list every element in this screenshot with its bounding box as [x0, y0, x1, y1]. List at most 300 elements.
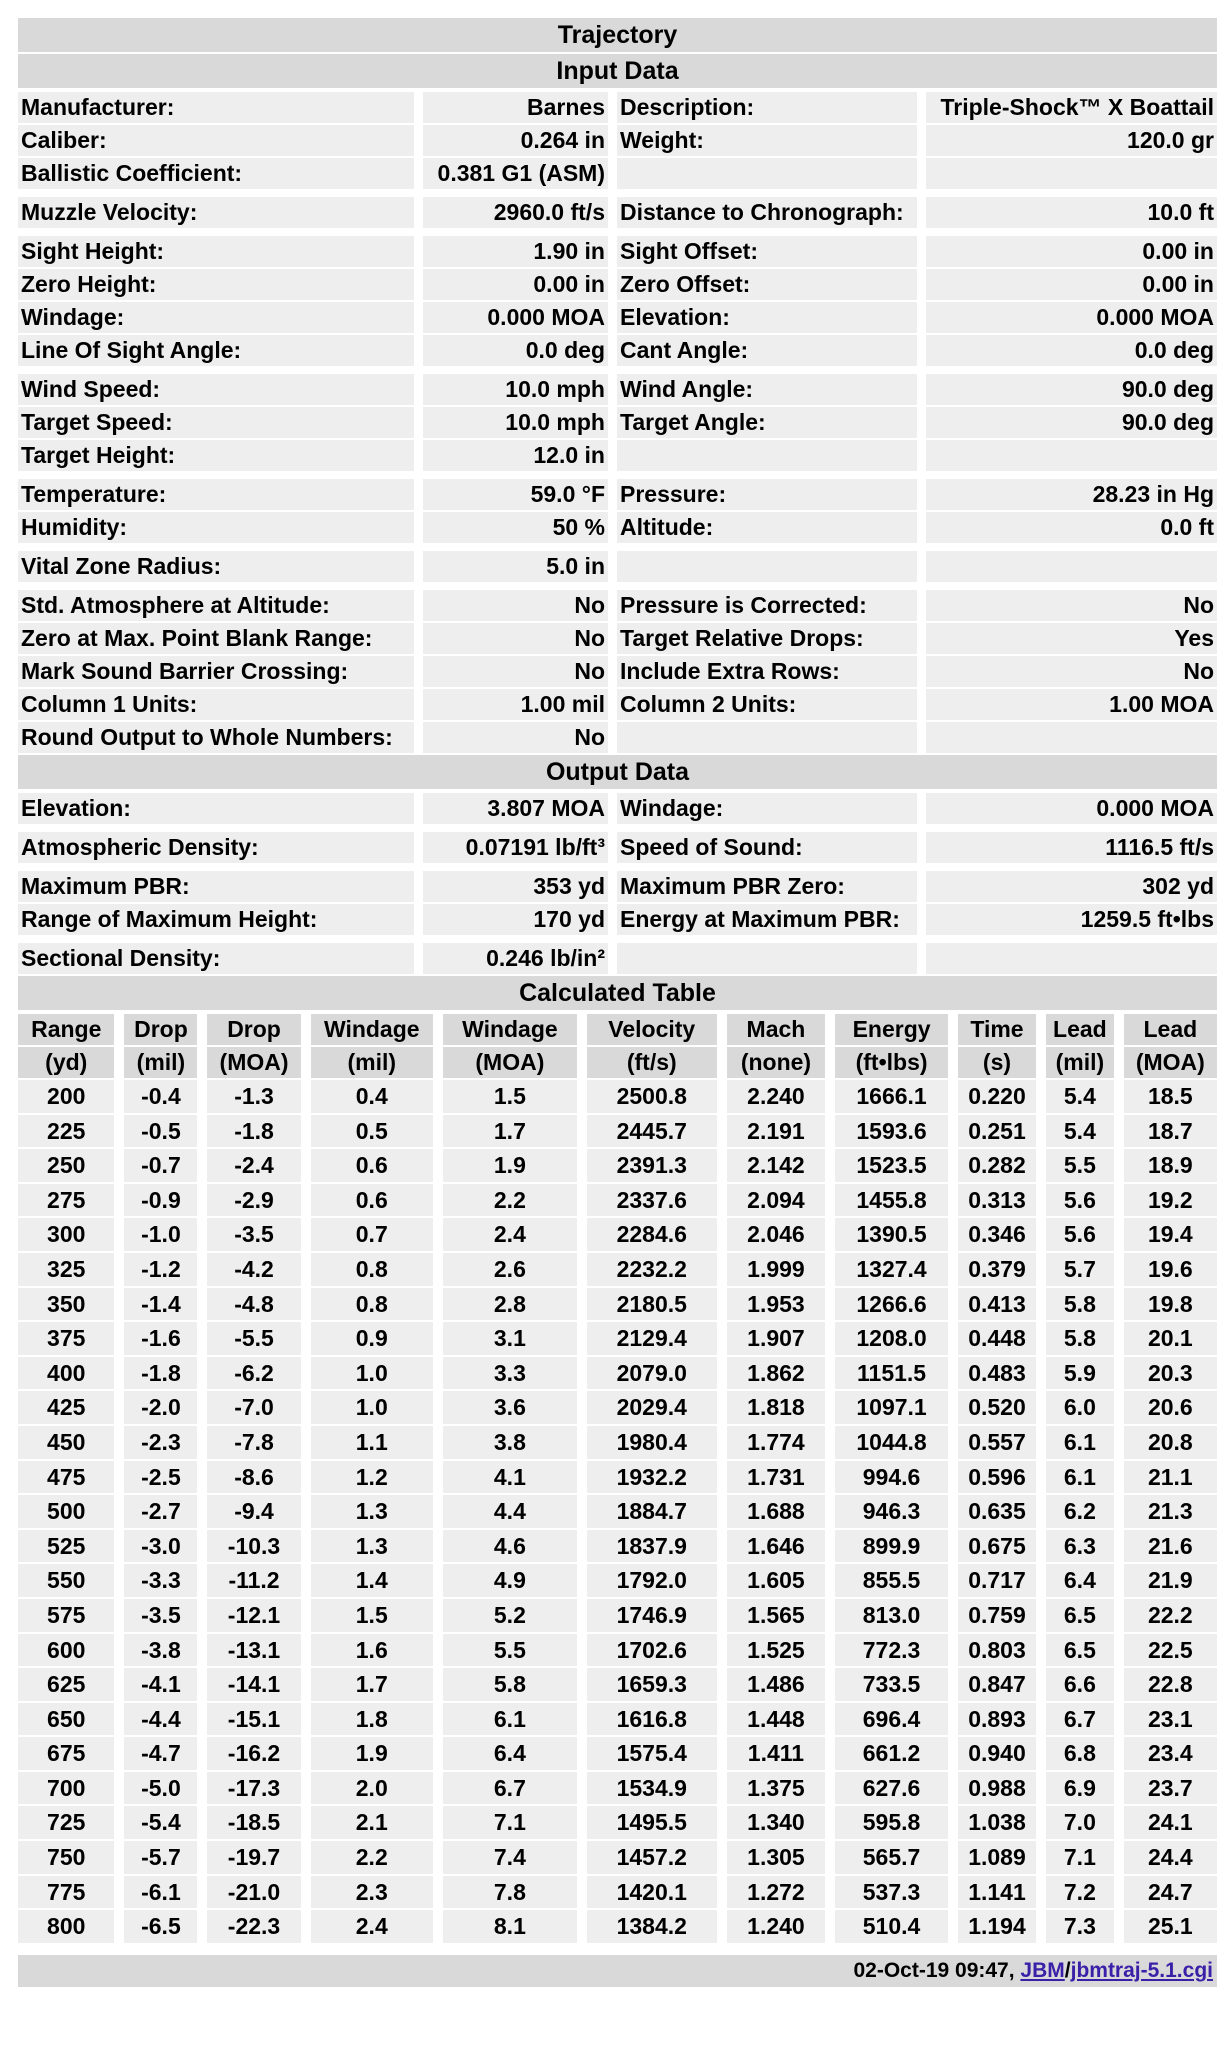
input-value: Yes [926, 623, 1217, 654]
input-row [18, 656, 1217, 687]
output-label: Sectional Density: [18, 943, 414, 974]
spacer-cell [18, 191, 1217, 195]
column-header-name: Drop [207, 1014, 300, 1045]
table-cell: 1.7 [311, 1668, 433, 1701]
column-header-unit: (none) [727, 1047, 826, 1078]
table-cell: 1.565 [727, 1599, 826, 1632]
input-label [617, 551, 917, 582]
table-cell: 510.4 [835, 1910, 948, 1943]
table-cell: 1534.9 [587, 1772, 717, 1805]
table-cell: 6.1 [443, 1703, 577, 1736]
input-label: Ballistic Coefficient: [18, 158, 414, 189]
table-cell: 2.4 [443, 1218, 577, 1251]
cell-gap [917, 374, 926, 405]
row-spacer [18, 473, 1217, 477]
table-cell: 22.2 [1124, 1599, 1217, 1632]
cell-gap [414, 551, 423, 582]
table-cell: 7.0 [1046, 1806, 1114, 1839]
table-cell: 675 [18, 1737, 114, 1770]
table-cell: 1151.5 [835, 1357, 948, 1390]
table-cell: 2.142 [727, 1149, 826, 1182]
cell-gap [414, 374, 423, 405]
table-cell: 0.520 [958, 1391, 1036, 1424]
input-value: 90.0 deg [926, 407, 1217, 438]
table-cell: 6.4 [1046, 1564, 1114, 1597]
cell-gap [917, 92, 926, 123]
input-value: 0.0 ft [926, 512, 1217, 543]
table-cell: 1044.8 [835, 1426, 948, 1459]
input-row [18, 722, 1217, 753]
cell-gap [608, 302, 617, 333]
table-cell: 20.1 [1124, 1322, 1217, 1355]
table-cell: -15.1 [207, 1703, 300, 1736]
table-cell: 2.3 [311, 1876, 433, 1909]
output-label: Elevation: [18, 793, 414, 824]
output-value: 353 yd [423, 871, 608, 902]
table-cell: 1792.0 [587, 1564, 717, 1597]
cell-gap [608, 92, 617, 123]
calc-header-row-name [18, 1014, 1217, 1045]
table-cell: 4.9 [443, 1564, 577, 1597]
cell-gap [608, 158, 617, 189]
table-cell: 0.717 [958, 1564, 1036, 1597]
table-cell: -11.2 [207, 1564, 300, 1597]
table-cell: 7.4 [443, 1841, 577, 1874]
table-cell: 0.346 [958, 1218, 1036, 1251]
table-cell: -14.1 [207, 1668, 300, 1701]
table-cell: 2445.7 [587, 1115, 717, 1148]
table-cell: 750 [18, 1841, 114, 1874]
table-cell: 6.7 [443, 1772, 577, 1805]
table-cell: -2.5 [124, 1461, 197, 1494]
table-cell: 0.413 [958, 1288, 1036, 1321]
input-label: Mark Sound Barrier Crossing: [18, 656, 414, 687]
column-header-unit: (mil) [124, 1047, 197, 1078]
output-label: Maximum PBR Zero: [617, 871, 917, 902]
table-cell: 1523.5 [835, 1149, 948, 1182]
input-row [18, 407, 1217, 438]
output-label: Maximum PBR: [18, 871, 414, 902]
output-row [18, 904, 1217, 935]
table-row [18, 1703, 1217, 1736]
table-cell: 1.038 [958, 1806, 1036, 1839]
table-cell: 1.340 [727, 1806, 826, 1839]
table-cell: 1.1 [311, 1426, 433, 1459]
table-cell: 0.6 [311, 1184, 433, 1217]
table-cell: 575 [18, 1599, 114, 1632]
table-cell: 1837.9 [587, 1530, 717, 1563]
column-header-name: Range [18, 1014, 114, 1045]
input-value: No [423, 623, 608, 654]
table-cell: 1.8 [311, 1703, 433, 1736]
table-row [18, 1564, 1217, 1597]
table-cell: -0.9 [124, 1184, 197, 1217]
column-header-name: Drop [124, 1014, 197, 1045]
input-row [18, 551, 1217, 582]
table-cell: 6.9 [1046, 1772, 1114, 1805]
cell-gap [414, 832, 423, 863]
cell-gap [917, 197, 926, 228]
table-cell: 1208.0 [835, 1322, 948, 1355]
table-cell: 725 [18, 1806, 114, 1839]
table-cell: -5.4 [124, 1806, 197, 1839]
table-row [18, 1426, 1217, 1459]
input-label: Description: [617, 92, 917, 123]
table-cell: 4.1 [443, 1461, 577, 1494]
table-cell: 1.5 [311, 1599, 433, 1632]
input-value: No [926, 590, 1217, 621]
table-cell: 1495.5 [587, 1806, 717, 1839]
footer-timestamp: 02-Oct-19 09:47, [853, 1958, 1021, 1982]
table-cell: 300 [18, 1218, 114, 1251]
table-cell: 1266.6 [835, 1288, 948, 1321]
output-label: Speed of Sound: [617, 832, 917, 863]
cell-gap [414, 590, 423, 621]
table-cell: 775 [18, 1876, 114, 1909]
table-cell: 1.089 [958, 1841, 1036, 1874]
column-header-unit: (yd) [18, 1047, 114, 1078]
output-row [18, 832, 1217, 863]
cell-gap [414, 158, 423, 189]
table-cell: 25.1 [1124, 1910, 1217, 1943]
table-cell: 5.4 [1046, 1080, 1114, 1113]
column-header-name: Mach [727, 1014, 826, 1045]
cell-gap [414, 197, 423, 228]
table-cell: 2284.6 [587, 1218, 717, 1251]
jbmtraj-link[interactable]: jbmtraj-5.1.cgi [1070, 1958, 1213, 1982]
table-cell: 1384.2 [587, 1910, 717, 1943]
table-cell: 5.7 [1046, 1253, 1114, 1286]
cell-gap [917, 512, 926, 543]
table-cell: 19.8 [1124, 1288, 1217, 1321]
table-cell: -2.3 [124, 1426, 197, 1459]
input-row [18, 335, 1217, 366]
input-row [18, 92, 1217, 123]
table-cell: 7.2 [1046, 1876, 1114, 1909]
table-cell: 325 [18, 1253, 114, 1286]
table-cell: -12.1 [207, 1599, 300, 1632]
cell-gap [414, 269, 423, 300]
column-header-unit: (MOA) [207, 1047, 300, 1078]
cell-gap [414, 125, 423, 156]
cell-gap [608, 125, 617, 156]
table-cell: -3.0 [124, 1530, 197, 1563]
table-row [18, 1910, 1217, 1943]
spacer-cell [18, 368, 1217, 372]
cell-gap [414, 722, 423, 753]
input-value [926, 440, 1217, 471]
spacer-cell [18, 865, 1217, 869]
table-cell: 6.8 [1046, 1737, 1114, 1770]
cell-gap [608, 832, 617, 863]
table-cell: 1.0 [311, 1357, 433, 1390]
table-cell: 733.5 [835, 1668, 948, 1701]
output-label [617, 943, 917, 974]
input-label: Distance to Chronograph: [617, 197, 917, 228]
input-row [18, 590, 1217, 621]
table-cell: -4.4 [124, 1703, 197, 1736]
cell-gap [608, 656, 617, 687]
cell-gap [414, 871, 423, 902]
input-row [18, 125, 1217, 156]
table-cell: 813.0 [835, 1599, 948, 1632]
cell-gap [608, 335, 617, 366]
page-title: Trajectory [18, 18, 1217, 52]
cell-gap [608, 722, 617, 753]
input-value: 5.0 in [423, 551, 608, 582]
table-row [18, 1876, 1217, 1909]
table-cell: -6.2 [207, 1357, 300, 1390]
table-cell: 6.5 [1046, 1599, 1114, 1632]
table-cell: 0.5 [311, 1115, 433, 1148]
table-cell: 450 [18, 1426, 114, 1459]
table-cell: 2.2 [311, 1841, 433, 1874]
table-cell: 7.3 [1046, 1910, 1114, 1943]
table-cell: 537.3 [835, 1876, 948, 1909]
table-cell: 5.8 [443, 1668, 577, 1701]
table-cell: 0.675 [958, 1530, 1036, 1563]
table-cell: 1593.6 [835, 1115, 948, 1148]
column-header-unit: (MOA) [443, 1047, 577, 1078]
table-cell: 525 [18, 1530, 114, 1563]
table-cell: -2.9 [207, 1184, 300, 1217]
cell-gap [414, 335, 423, 366]
input-row [18, 269, 1217, 300]
table-row [18, 1149, 1217, 1182]
input-label: Windage: [18, 302, 414, 333]
input-label [617, 158, 917, 189]
table-row [18, 1253, 1217, 1286]
table-cell: -4.2 [207, 1253, 300, 1286]
column-header-name: Lead [1046, 1014, 1114, 1045]
table-cell: 2.4 [311, 1910, 433, 1943]
input-label: Muzzle Velocity: [18, 197, 414, 228]
table-row [18, 1322, 1217, 1355]
input-label: Pressure: [617, 479, 917, 510]
input-value: 1.90 in [423, 236, 608, 267]
cell-gap [917, 479, 926, 510]
table-cell: 1457.2 [587, 1841, 717, 1874]
table-cell: -1.2 [124, 1253, 197, 1286]
cell-gap [414, 943, 423, 974]
table-cell: 1.999 [727, 1253, 826, 1286]
input-value [926, 158, 1217, 189]
input-label [617, 440, 917, 471]
table-cell: 400 [18, 1357, 114, 1390]
table-cell: 2.6 [443, 1253, 577, 1286]
table-cell: -10.3 [207, 1530, 300, 1563]
table-cell: 2.2 [443, 1184, 577, 1217]
table-cell: 2079.0 [587, 1357, 717, 1390]
input-row [18, 302, 1217, 333]
cell-gap [414, 793, 423, 824]
cell-gap [917, 871, 926, 902]
spacer-cell [18, 473, 1217, 477]
cell-gap [608, 374, 617, 405]
table-cell: 1.646 [727, 1530, 826, 1563]
cell-gap [917, 158, 926, 189]
input-value: 120.0 gr [926, 125, 1217, 156]
footer [18, 1955, 1217, 1987]
table-cell: 5.8 [1046, 1288, 1114, 1321]
table-cell: 0.847 [958, 1668, 1036, 1701]
table-cell: 1746.9 [587, 1599, 717, 1632]
row-spacer [18, 191, 1217, 195]
input-label [617, 722, 917, 753]
table-cell: 1.486 [727, 1668, 826, 1701]
table-cell: 0.596 [958, 1461, 1036, 1494]
table-cell: 661.2 [835, 1737, 948, 1770]
table-cell: -3.5 [124, 1599, 197, 1632]
table-cell: 2.0 [311, 1772, 433, 1805]
table-cell: -3.5 [207, 1218, 300, 1251]
table-cell: 994.6 [835, 1461, 948, 1494]
table-cell: 1.411 [727, 1737, 826, 1770]
input-row [18, 689, 1217, 720]
table-cell: 1420.1 [587, 1876, 717, 1909]
input-label: Cant Angle: [617, 335, 917, 366]
input-value: 0.00 in [926, 269, 1217, 300]
jbm-link[interactable]: JBM [1020, 1958, 1065, 1982]
table-cell: 7.8 [443, 1876, 577, 1909]
row-spacer [18, 230, 1217, 234]
output-label: Energy at Maximum PBR: [617, 904, 917, 935]
input-value: 50 % [423, 512, 608, 543]
input-label: Round Output to Whole Numbers: [18, 722, 414, 753]
table-cell: 1.605 [727, 1564, 826, 1597]
table-cell: 500 [18, 1495, 114, 1528]
input-value: 10.0 mph [423, 407, 608, 438]
table-cell: 5.8 [1046, 1322, 1114, 1355]
table-cell: -4.7 [124, 1737, 197, 1770]
table-cell: 2.240 [727, 1080, 826, 1113]
table-cell: 1.731 [727, 1461, 826, 1494]
output-data-header: Output Data [18, 755, 1217, 789]
input-value: Triple-Shock™ X Boattail [926, 92, 1217, 123]
input-row [18, 197, 1217, 228]
column-header-name: Windage [443, 1014, 577, 1045]
table-cell: 6.3 [1046, 1530, 1114, 1563]
table-cell: -9.4 [207, 1495, 300, 1528]
table-cell: 1.525 [727, 1634, 826, 1667]
table-cell: -1.8 [207, 1115, 300, 1148]
table-cell: 1390.5 [835, 1218, 948, 1251]
output-row [18, 793, 1217, 824]
output-label: Range of Maximum Height: [18, 904, 414, 935]
table-cell: 800 [18, 1910, 114, 1943]
table-cell: 6.4 [443, 1737, 577, 1770]
table-cell: 2337.6 [587, 1184, 717, 1217]
table-cell: 5.2 [443, 1599, 577, 1632]
table-cell: 1097.1 [835, 1391, 948, 1424]
input-value: 0.381 G1 (ASM) [423, 158, 608, 189]
table-cell: 0.635 [958, 1495, 1036, 1528]
cell-gap [917, 832, 926, 863]
table-cell: 565.7 [835, 1841, 948, 1874]
table-cell: -8.6 [207, 1461, 300, 1494]
table-cell: -6.5 [124, 1910, 197, 1943]
input-value: 0.00 in [423, 269, 608, 300]
cell-gap [917, 722, 926, 753]
table-cell: 1702.6 [587, 1634, 717, 1667]
cell-gap [414, 689, 423, 720]
calc-header-row-unit [18, 1047, 1217, 1078]
table-cell: 7.1 [1046, 1841, 1114, 1874]
table-cell: 275 [18, 1184, 114, 1217]
cell-gap [917, 269, 926, 300]
cell-gap [917, 551, 926, 582]
table-cell: 21.6 [1124, 1530, 1217, 1563]
table-cell: 0.379 [958, 1253, 1036, 1286]
table-cell: 1.4 [311, 1564, 433, 1597]
cell-gap [608, 623, 617, 654]
column-header-name: Time [958, 1014, 1036, 1045]
table-cell: -16.2 [207, 1737, 300, 1770]
output-row [18, 871, 1217, 902]
input-value: 0.264 in [423, 125, 608, 156]
table-cell: 20.8 [1124, 1426, 1217, 1459]
cell-gap [608, 512, 617, 543]
table-cell: -1.8 [124, 1357, 197, 1390]
table-cell: 1666.1 [835, 1080, 948, 1113]
input-data-table [18, 90, 1217, 755]
table-cell: 0.313 [958, 1184, 1036, 1217]
input-value [926, 722, 1217, 753]
table-cell: 21.9 [1124, 1564, 1217, 1597]
input-value: No [423, 590, 608, 621]
table-cell: 22.5 [1124, 1634, 1217, 1667]
table-cell: 19.4 [1124, 1218, 1217, 1251]
table-cell: -7.0 [207, 1391, 300, 1424]
table-cell: -3.3 [124, 1564, 197, 1597]
table-cell: 1.818 [727, 1391, 826, 1424]
table-cell: 1.9 [311, 1737, 433, 1770]
cell-gap [608, 269, 617, 300]
cell-gap [917, 590, 926, 621]
calculated-table [8, 1012, 1225, 1945]
cell-gap [608, 904, 617, 935]
table-cell: 4.6 [443, 1530, 577, 1563]
table-cell: 1.9 [443, 1149, 577, 1182]
table-cell: 0.988 [958, 1772, 1036, 1805]
input-row [18, 158, 1217, 189]
table-cell: 6.7 [1046, 1703, 1114, 1736]
table-cell: -1.4 [124, 1288, 197, 1321]
table-cell: 1884.7 [587, 1495, 717, 1528]
output-label: Windage: [617, 793, 917, 824]
table-cell: 1.2 [311, 1461, 433, 1494]
input-label: Target Angle: [617, 407, 917, 438]
input-value: 0.0 deg [926, 335, 1217, 366]
column-header-unit: (ft•lbs) [835, 1047, 948, 1078]
table-cell: 5.9 [1046, 1357, 1114, 1390]
table-cell: 0.940 [958, 1737, 1036, 1770]
table-cell: 0.6 [311, 1149, 433, 1182]
cell-gap [917, 904, 926, 935]
table-cell: -1.3 [207, 1080, 300, 1113]
table-cell: 6.5 [1046, 1634, 1114, 1667]
input-value: 28.23 in Hg [926, 479, 1217, 510]
cell-gap [414, 236, 423, 267]
table-cell: -0.5 [124, 1115, 197, 1148]
table-cell: -13.1 [207, 1634, 300, 1667]
table-cell: 0.759 [958, 1599, 1036, 1632]
column-header-unit: (MOA) [1124, 1047, 1217, 1078]
table-cell: -1.6 [124, 1322, 197, 1355]
input-label: Vital Zone Radius: [18, 551, 414, 582]
spacer-cell [18, 545, 1217, 549]
table-cell: 0.8 [311, 1288, 433, 1321]
